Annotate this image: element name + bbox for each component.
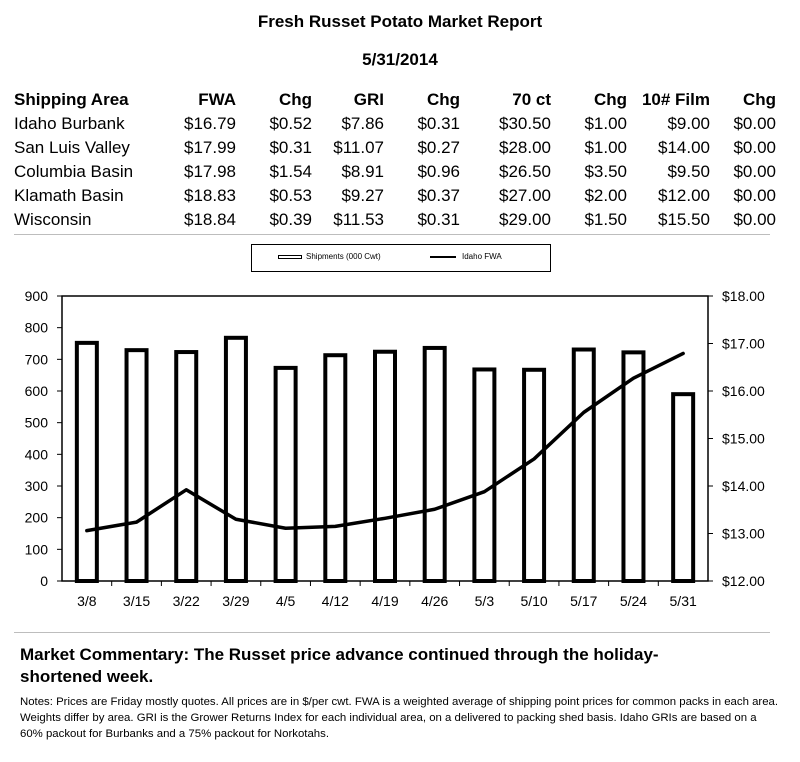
x-axis-tick-label: 4/12: [321, 593, 349, 609]
table-cell: $0.00: [733, 210, 776, 229]
x-axis-tick-label: 3/15: [122, 593, 151, 609]
table-cell: Columbia Basin: [14, 162, 134, 181]
shipments-bar: [127, 350, 147, 581]
shipments-bar: [77, 343, 97, 581]
x-axis-tick-label: 5/10: [520, 593, 548, 609]
table-cell: $17.99: [184, 138, 236, 157]
shipments-bar: [226, 338, 246, 581]
x-axis-tick-label: 5/17: [570, 593, 598, 609]
right-axis-tick-label: $12.00: [722, 573, 765, 589]
table-cell: $9.50: [667, 162, 710, 181]
market-commentary: Market Commentary: The Russet price advance continued through the holiday-shortened week.: [20, 645, 659, 686]
table-row: [14, 112, 776, 136]
table-cell: $30.50: [499, 114, 551, 133]
shipments-bar: [325, 355, 345, 581]
right-axis-tick-label: $17.00: [722, 335, 765, 352]
right-axis-tick-label: $14.00: [722, 478, 765, 494]
legend-label-shipments: Shipments (000 Cwt): [306, 252, 381, 261]
table-cell: $12.00: [658, 186, 710, 205]
shipments-bar: [375, 352, 395, 581]
table-cell: $11.53: [333, 210, 384, 229]
x-axis-tick-label: 4/19: [371, 593, 399, 609]
table-cell: $7.86: [341, 114, 384, 133]
left-axis-tick-label: 900: [24, 288, 48, 304]
column-header: Chg: [426, 90, 460, 109]
column-header: Chg: [278, 90, 312, 109]
column-header: 10# Film: [641, 90, 710, 109]
x-axis-tick-label: 4/5: [275, 593, 296, 609]
shipments-bar: [524, 370, 544, 581]
x-axis-tick-label: 3/22: [172, 593, 200, 609]
divider: [14, 632, 770, 633]
table-cell: Idaho Burbank: [14, 114, 125, 133]
price-table: [14, 88, 776, 232]
legend-label-fwa: Idaho FWA: [462, 252, 502, 261]
right-axis-tick-label: $13.00: [722, 525, 765, 542]
shipments-bar: [623, 352, 643, 581]
left-axis-tick-label: 200: [24, 509, 48, 526]
table-cell: $28.00: [499, 138, 551, 157]
table-cell: $0.00: [733, 186, 776, 205]
x-axis-tick-label: 3/8: [77, 593, 97, 609]
table-cell: $0.31: [417, 114, 460, 133]
shipments-bar: [574, 350, 594, 581]
table-cell: $8.91: [341, 162, 384, 181]
column-header: FWA: [198, 90, 236, 109]
report-title: Fresh Russet Potato Market Report: [257, 12, 543, 31]
left-axis-tick-label: 600: [24, 383, 48, 399]
table-cell: $16.79: [184, 114, 236, 133]
table-cell: San Luis Valley: [14, 138, 130, 157]
left-axis-tick-label: 300: [24, 478, 48, 494]
table-cell: Klamath Basin: [14, 186, 124, 205]
table-cell: $14.00: [658, 138, 710, 157]
table-cell: $27.00: [499, 186, 551, 205]
shipments-bar: [276, 368, 296, 581]
table-cell: $29.00: [499, 210, 551, 229]
table-cell: Wisconsin: [14, 210, 92, 229]
left-axis-tick-label: 0: [40, 573, 48, 589]
left-axis-tick-label: 100: [24, 541, 48, 558]
right-axis-tick-label: $15.00: [722, 430, 765, 447]
column-header: Shipping Area: [14, 90, 129, 109]
table-cell: $0.31: [269, 138, 312, 157]
table-cell: $26.50: [499, 162, 551, 181]
left-axis-tick-label: 400: [24, 446, 48, 463]
x-axis-tick-label: 5/24: [619, 593, 648, 609]
table-cell: $3.50: [584, 162, 627, 181]
shipments-bar: [673, 394, 693, 581]
divider: [14, 234, 770, 235]
table-cell: $1.00: [584, 138, 627, 157]
table-cell: $15.50: [658, 210, 710, 229]
table-cell: $9.27: [341, 186, 384, 205]
table-cell: $17.98: [184, 162, 236, 181]
table-cell: $0.96: [417, 162, 460, 181]
table-cell: $0.27: [417, 138, 460, 157]
left-axis-tick-label: 800: [24, 319, 48, 336]
table-cell: $1.50: [584, 210, 627, 229]
column-header: 70 ct: [512, 90, 551, 109]
table-cell: $0.52: [269, 114, 312, 133]
table-cell: $0.31: [417, 210, 460, 229]
table-cell: $0.00: [733, 138, 776, 157]
report-date: 5/31/2014: [362, 50, 438, 69]
table-cell: $0.00: [733, 162, 776, 181]
table-cell: $0.37: [417, 186, 460, 205]
table-header-row: [14, 88, 776, 112]
x-axis-tick-label: 5/31: [669, 593, 697, 609]
column-header: Chg: [742, 90, 776, 109]
shipments-bar: [176, 352, 196, 581]
table-cell: $11.07: [333, 138, 384, 157]
table-cell: $1.54: [269, 162, 312, 181]
report-notes: Notes: Prices are Friday mostly quotes. All prices are in $/per cwt. FWA is a weighted average of shipping point prices for common packs in each area. Weights differ by area. GRI is the Grower Returns Index for each individual area, on a delivered to packing shed basis. Idaho GRIs are based on a 60% packout for Burbanks and a 75% packout for Norkotahs.: [20, 696, 779, 740]
x-axis-tick-label: 5/3: [474, 593, 495, 609]
shipments-bar: [425, 348, 445, 581]
table-cell: $2.00: [584, 186, 627, 205]
column-header: Chg: [593, 90, 627, 109]
table-cell: $18.84: [184, 210, 236, 229]
table-row: [14, 208, 776, 232]
table-cell: $9.00: [667, 114, 710, 133]
combo-chart: [0, 240, 800, 610]
table-cell: $1.00: [584, 114, 627, 133]
table-cell: $0.39: [269, 210, 312, 229]
column-header: GRI: [353, 90, 384, 109]
x-axis-tick-label: 4/26: [421, 593, 449, 609]
left-axis-tick-label: 500: [24, 414, 48, 431]
table-row: [14, 160, 776, 184]
table-cell: $18.83: [184, 186, 236, 205]
table-cell: $0.00: [733, 114, 776, 133]
shipments-bar: [474, 369, 494, 581]
left-axis-tick-label: 700: [24, 351, 48, 368]
x-axis-tick-label: 3/29: [222, 593, 250, 609]
right-axis-tick-label: $16.00: [722, 383, 765, 399]
table-row: [14, 184, 776, 208]
table-row: [14, 136, 776, 160]
right-axis-tick-label: $18.00: [722, 288, 765, 304]
table-cell: $0.53: [269, 186, 312, 205]
